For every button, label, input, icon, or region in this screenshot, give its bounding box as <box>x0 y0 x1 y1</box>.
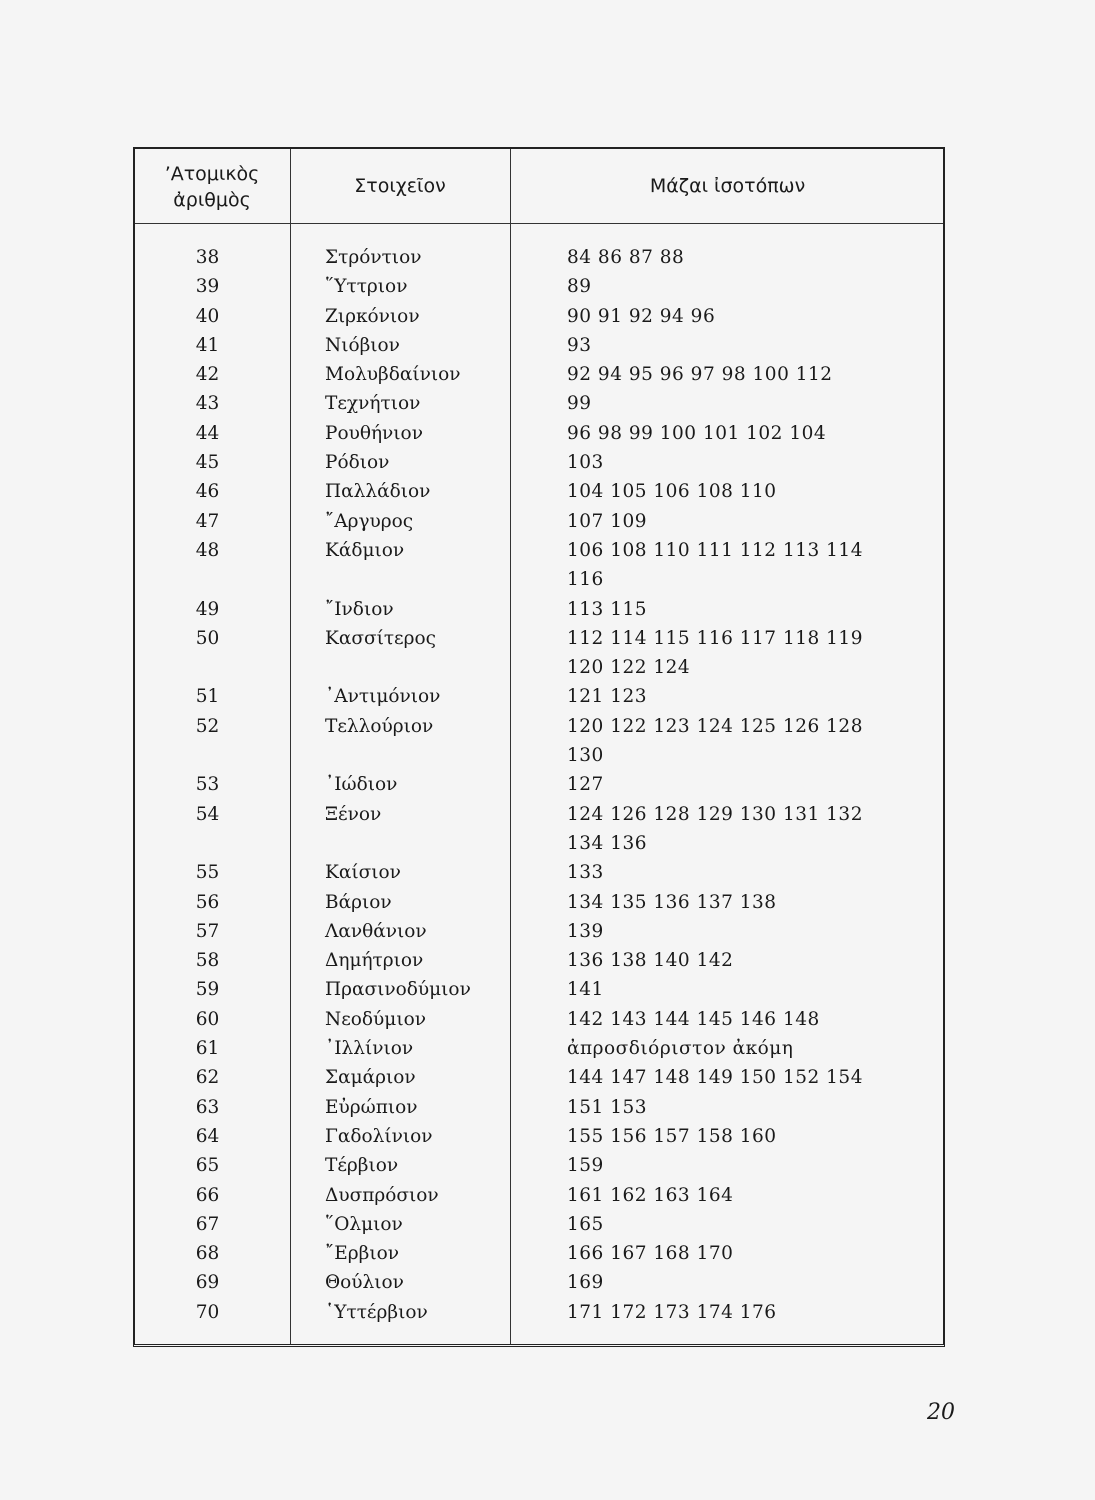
table-row <box>135 1151 943 1180</box>
atomic-number-cell: 50 <box>195 627 220 649</box>
table-row <box>135 1210 943 1239</box>
table-row <box>135 917 943 946</box>
table-row <box>135 1034 943 1063</box>
table-row <box>135 682 943 711</box>
atomic-number-cell: 69 <box>195 1272 220 1294</box>
element-name-cell: ᾽Ιλλίνιον <box>325 1038 414 1060</box>
atomic-number-cell: 39 <box>195 276 220 298</box>
table-row <box>135 565 943 594</box>
atomic-number-cell: 56 <box>195 891 220 913</box>
atomic-number-cell: 59 <box>195 979 220 1001</box>
isotope-masses-cell: 124 126 128 129 130 131 132 <box>567 803 863 825</box>
isotope-masses-cell: 142 143 144 145 146 148 <box>567 1008 820 1030</box>
table-row <box>135 536 943 565</box>
table-row <box>135 419 943 448</box>
isotope-table <box>133 147 945 1347</box>
table-row <box>135 1239 943 1268</box>
atomic-number-cell: 49 <box>195 598 220 620</box>
isotope-masses-cell: 121 123 <box>567 686 648 708</box>
atomic-number-cell: 48 <box>195 539 220 561</box>
atomic-number-cell: 67 <box>195 1213 220 1235</box>
isotope-masses-cell: 89 <box>567 276 592 298</box>
atomic-number-cell: 43 <box>195 393 220 415</box>
table-row <box>135 712 943 741</box>
isotope-masses-cell: 171 172 173 174 176 <box>567 1301 777 1323</box>
isotope-masses-cell: 136 138 140 142 <box>567 950 734 972</box>
element-name-cell: ῾Υττέρβιον <box>325 1301 428 1323</box>
isotope-masses-cell: 144 147 148 149 150 152 154 <box>567 1067 863 1089</box>
isotope-masses-cell: 127 <box>567 774 604 796</box>
table-row <box>135 829 943 858</box>
isotope-masses-cell: 151 153 <box>567 1096 648 1118</box>
atomic-number-cell: 52 <box>195 715 220 737</box>
atomic-number-cell: 70 <box>195 1301 220 1323</box>
isotope-masses-cell: 139 <box>567 920 604 942</box>
isotope-masses-cell: 165 <box>567 1213 604 1235</box>
table-row <box>135 331 943 360</box>
table-row <box>135 741 943 770</box>
atomic-number-cell: 68 <box>195 1243 220 1265</box>
isotope-masses-cell: 99 <box>567 393 592 415</box>
atomic-number-cell: 65 <box>195 1155 220 1177</box>
isotope-masses-cell: 166 167 168 170 <box>567 1243 734 1265</box>
element-name-cell: Ρουθήνιον <box>325 422 423 444</box>
atomic-number-cell: 42 <box>195 364 220 386</box>
isotope-masses-cell: ἀπροσδιόριστον ἀκόμη <box>567 1038 794 1060</box>
element-name-cell: ᾽Αντιμόνιον <box>325 686 441 708</box>
atomic-number-cell: 54 <box>195 803 220 825</box>
element-name-cell: ῎Ινδιον <box>325 598 394 620</box>
element-name-cell: Δημήτριον <box>325 950 424 972</box>
atomic-number-cell: 66 <box>195 1184 220 1206</box>
element-name-cell: Τέρβιον <box>325 1155 399 1177</box>
table-row <box>135 975 943 1004</box>
atomic-number-cell: 45 <box>195 452 220 474</box>
element-name-cell: Ζιρκόνιον <box>325 305 420 327</box>
element-name-cell: Παλλάδιον <box>325 481 431 503</box>
element-name-cell: Λανθάνιον <box>325 920 427 942</box>
isotope-masses-cell: 90 91 92 94 96 <box>567 305 716 327</box>
element-name-cell: Τελλούριον <box>325 715 434 737</box>
isotope-masses-cell: 120 122 124 <box>567 657 691 679</box>
isotope-masses-cell: 107 109 <box>567 510 648 532</box>
table-row <box>135 858 943 887</box>
isotope-masses-cell: 113 115 <box>567 598 648 620</box>
atomic-number-cell: 40 <box>195 305 220 327</box>
atomic-number-cell: 44 <box>195 422 220 444</box>
table-row <box>135 1268 943 1297</box>
table-row <box>135 595 943 624</box>
isotope-masses-cell: 103 <box>567 452 604 474</box>
element-name-cell: ῞Υττριον <box>325 276 408 298</box>
isotope-masses-cell: 133 <box>567 862 604 884</box>
atomic-number-cell: 60 <box>195 1008 220 1030</box>
table-row <box>135 389 943 418</box>
isotope-masses-cell: 141 <box>567 979 604 1001</box>
table-row <box>135 1122 943 1151</box>
element-name-cell: ῞Ολμιον <box>325 1213 403 1235</box>
isotope-masses-cell: 120 122 123 124 125 126 128 <box>567 715 863 737</box>
element-name-cell: Μολυβδαίνιον <box>325 364 461 386</box>
atomic-number-cell: 53 <box>195 774 220 796</box>
table-row <box>135 624 943 653</box>
isotope-masses-cell: 116 <box>567 569 604 591</box>
isotope-masses-cell: 112 114 115 116 117 118 119 <box>567 627 863 649</box>
header-atomic-number-line2: ἀριθμὸς <box>173 189 251 211</box>
element-name-cell: ῎Αργυρος <box>325 510 414 532</box>
element-name-cell: Σαμάριον <box>325 1067 416 1089</box>
isotope-masses-cell: 93 <box>567 334 592 356</box>
atomic-number-cell: 38 <box>195 247 220 268</box>
element-name-cell: Γαδολίνιον <box>325 1125 433 1147</box>
atomic-number-cell: 58 <box>195 950 220 972</box>
isotope-masses-cell: 106 108 110 111 112 113 114 <box>567 539 863 561</box>
element-name-cell: Τεχνήτιον <box>325 393 421 415</box>
table-row <box>135 360 943 389</box>
atomic-number-cell: 46 <box>195 481 220 503</box>
table-row <box>135 1063 943 1092</box>
isotope-masses-cell: 130 <box>567 745 604 767</box>
element-name-cell: Κασσίτερος <box>325 627 437 649</box>
table-row <box>135 1093 943 1122</box>
page-number: 20 <box>927 1400 955 1425</box>
table-row <box>135 1298 943 1327</box>
table-row <box>135 272 943 301</box>
element-name-cell: Νιόβιον <box>325 334 400 356</box>
table-row <box>135 1181 943 1210</box>
element-name-cell: Κάδμιον <box>325 539 405 561</box>
table-row <box>135 1005 943 1034</box>
table-row <box>135 448 943 477</box>
table-row <box>135 243 943 272</box>
isotope-masses-cell: 92 94 95 96 97 98 100 112 <box>567 364 833 386</box>
table-row <box>135 477 943 506</box>
atomic-number-cell: 64 <box>195 1125 220 1147</box>
table-row <box>135 507 943 536</box>
element-name-cell: Δυσπρόσιον <box>325 1184 439 1206</box>
table-header <box>135 149 943 224</box>
element-name-cell: Ρόδιον <box>325 452 390 474</box>
header-atomic-number-line1: ’Ατομικὸς <box>164 163 260 185</box>
atomic-number-cell: 51 <box>195 686 220 708</box>
element-name-cell: Θούλιον <box>325 1272 404 1294</box>
atomic-number-cell: 61 <box>195 1038 220 1060</box>
isotope-masses-cell: 84 86 87 88 <box>567 247 685 268</box>
isotope-masses-cell: 104 105 106 108 110 <box>567 481 777 503</box>
table-row <box>135 800 943 829</box>
element-name-cell: ᾽Ιώδιον <box>325 774 398 796</box>
element-name-cell: Καίσιον <box>325 862 401 884</box>
header-element: Στοιχεῖον <box>354 175 446 197</box>
table-row <box>135 302 943 331</box>
isotope-masses-cell: 134 135 136 137 138 <box>567 891 777 913</box>
table-row <box>135 770 943 799</box>
table-body <box>135 243 943 1327</box>
atomic-number-cell: 55 <box>195 862 220 884</box>
atomic-number-cell: 57 <box>195 920 220 942</box>
isotope-masses-cell: 169 <box>567 1272 604 1294</box>
isotope-masses-cell: 159 <box>567 1155 604 1177</box>
isotope-masses-cell: 134 136 <box>567 832 648 854</box>
isotope-masses-cell: 161 162 163 164 <box>567 1184 734 1206</box>
element-name-cell: Εὐρώπιον <box>325 1096 418 1118</box>
atomic-number-cell: 62 <box>195 1067 220 1089</box>
isotope-masses-cell: 96 98 99 100 101 102 104 <box>567 422 827 444</box>
isotope-masses-cell: 155 156 157 158 160 <box>567 1125 777 1147</box>
atomic-number-cell: 63 <box>195 1096 220 1118</box>
element-name-cell: Νεοδύμιον <box>325 1008 426 1030</box>
atomic-number-cell: 47 <box>195 510 220 532</box>
element-name-cell: Στρόντιον <box>325 247 422 268</box>
element-name-cell: Βάριον <box>325 891 392 913</box>
element-name-cell: Ξένον <box>325 803 382 825</box>
table-row <box>135 653 943 682</box>
table-row <box>135 888 943 917</box>
header-isotope-masses: Μάζαι ἰσοτόπων <box>649 175 806 197</box>
header-atomic-number <box>147 161 277 213</box>
element-name-cell: ῎Ερβιον <box>325 1243 399 1265</box>
table-row <box>135 946 943 975</box>
atomic-number-cell: 41 <box>195 334 220 356</box>
element-name-cell: Πρασινοδύμιον <box>325 979 471 1001</box>
